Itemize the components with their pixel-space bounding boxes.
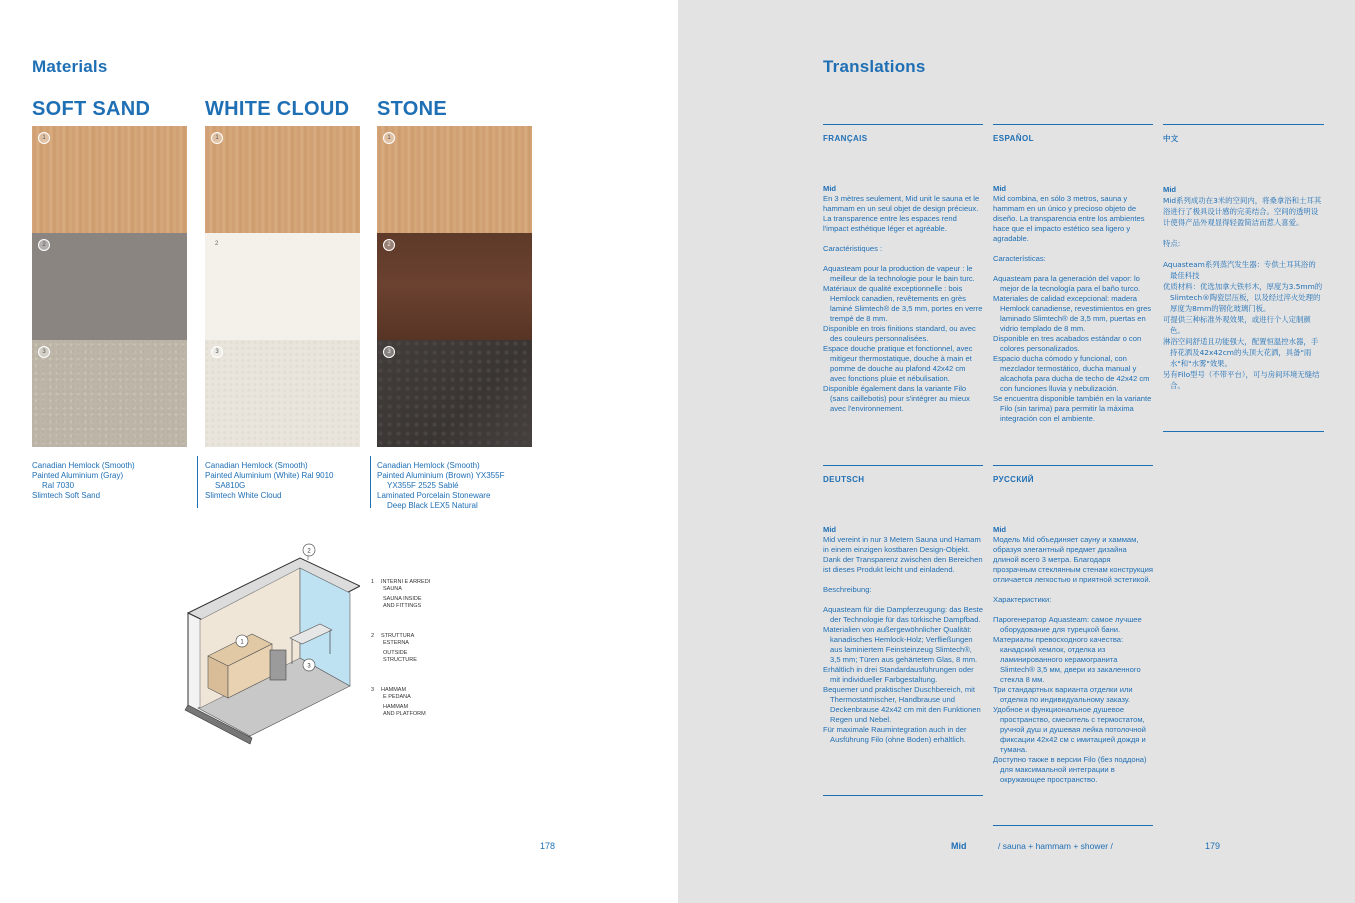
features-label: Características: <box>993 254 1046 263</box>
callout-number: 3 <box>307 663 311 670</box>
rule <box>1163 431 1324 432</box>
swatch-column-stone <box>377 126 532 447</box>
rule <box>993 124 1153 125</box>
lang-espanol: ESPAÑOL <box>993 134 1034 143</box>
legend-item-2 <box>371 633 417 664</box>
feature-item: Espace douche pratique et fonctionnel, avec mitigeur thermostatique, douche à main et pomme de douche au plafond 42x42 cm avec fonctions pluie et nébulisation. <box>823 344 973 383</box>
column-divider <box>197 456 198 508</box>
feature-item: 可提供三种标准外观效果，或进行个人定制颜色。 <box>1163 315 1311 335</box>
text-chinese <box>1163 184 1323 391</box>
caption-line: Ral 7030 <box>42 481 75 490</box>
caption-line: Canadian Hemlock (Smooth) <box>205 461 308 470</box>
product-heading: Mid <box>823 525 837 534</box>
feature-item: Aquasteam pour la production de vapeur : le meilleur de la technologie pour le bain turc. <box>823 264 975 283</box>
feature-item: Материалы превосходного качества: канадский хемлок, отделка из ламинированного керамогранита Slimtech® 3,5 мм, двери из закаленного стекла 8 мм. <box>993 635 1141 684</box>
feature-item: Disponible en tres acabados estándar o con colores personalizados. <box>993 334 1142 353</box>
feature-item: Espacio ducha cómodo y funcional, con mezclador termostático, ducha manual y alcachofa para ducha de techo de 42x42 cm con funciones lluvia y nebulización. <box>993 354 1150 393</box>
legend-item-3 <box>371 687 426 718</box>
caption-line: Laminated Porcelain Stoneware <box>377 491 491 500</box>
legend-it: SAUNA <box>383 586 402 592</box>
legend-it: INTERNI E ARREDI <box>381 579 431 585</box>
caption-line: Canadian Hemlock (Smooth) <box>32 461 135 470</box>
feature-item: Три стандартных варианта отделки или отделка по индивидуальному заказу. <box>993 685 1133 704</box>
page-number-left: 178 <box>540 841 556 851</box>
feature-item: Aquasteam für die Dampferzeugung: das Beste der Technologie für das türkische Dampfbad. <box>823 605 983 624</box>
feature-item: Bequemer und praktischer Duschbereich, mit Thermostatmischer, Handbrause und Deckenbrause 42x42 cm mit den Funktionen Regen und Nebel. <box>823 685 981 724</box>
material-title-stone: STONE <box>377 98 448 120</box>
caption-line: Painted Aluminium (Brown) YX355F <box>377 471 505 480</box>
intro-text: Mid combina, en sólo 3 metros, sauna y hammam en un único y precioso objeto de diseño. La transparencia entre los ambientes hace que el impacto estético sea ligero y agradable. <box>993 194 1145 243</box>
caption-stone <box>377 461 537 511</box>
caption-line: Slimtech White Cloud <box>205 491 282 500</box>
lang-chinese: 中文 <box>1163 134 1179 143</box>
intro-text: Mid系列成功在3米的空间内，将桑拿浴和土耳其浴进行了极具设计感的完美结合。空间的透明设计使得产品外观显得轻盈简洁而惹人喜爱。 <box>1163 196 1322 227</box>
sauna-cabin-diagram <box>180 538 360 748</box>
legend-en: SAUNA INSIDE <box>383 596 422 602</box>
right-page <box>678 0 1355 903</box>
rule <box>993 465 1153 466</box>
sauna-stove <box>270 650 286 680</box>
legend-en: AND FITTINGS <box>383 603 422 609</box>
features-label: Caractéristiques : <box>823 244 883 253</box>
swatch-number: 3 <box>211 346 223 358</box>
lang-deutsch: DEUTSCH <box>823 475 865 484</box>
product-heading: Mid <box>993 525 1007 534</box>
legend-number: 1 <box>371 579 375 585</box>
rule <box>823 124 983 125</box>
legend-it: E PEDANA <box>383 694 411 700</box>
feature-item: Disponible également dans la variante Filo (sans caillebotis) pour s'intégrer au mieux avec l'environnement. <box>823 384 970 413</box>
text-deutsch <box>823 525 983 745</box>
legend-en: STRUCTURE <box>383 657 417 663</box>
swatch-number: 1 <box>383 132 395 144</box>
swatch-brown-aluminium <box>377 233 532 340</box>
swatch-white-aluminium <box>205 233 360 340</box>
product-heading: Mid <box>1163 185 1177 194</box>
swatch-number: 3 <box>383 346 395 358</box>
swatch-wood <box>32 126 187 233</box>
feature-item: Доступно также в версии Filo (без поддона) для максимальной интеграции в окружающее пространство. <box>993 755 1147 784</box>
feature-item: Erhältlich in drei Standardausführungen oder mit individueller Farbgestaltung. <box>823 665 974 684</box>
material-title-white-cloud: WHITE CLOUD <box>205 98 350 120</box>
callout-number: 2 <box>307 548 311 555</box>
features-label: Beschreibung: <box>823 585 872 594</box>
callout-number: 1 <box>240 639 244 646</box>
swatch-white-cloud <box>205 340 360 447</box>
swatch-gray-aluminium <box>32 233 187 340</box>
legend-it: STRUTTURA <box>381 633 415 639</box>
swatch-column-white-cloud <box>205 126 360 447</box>
caption-line: SA810G <box>215 481 246 490</box>
feature-item: Materiales de calidad excepcional: madera Hemlock canadiense, revestimientos en gres laminado Slimtech® de 3,5 mm, puertas en vidrio templado de 8 mm. <box>993 294 1152 333</box>
caption-line: Canadian Hemlock (Smooth) <box>377 461 480 470</box>
legend-it: HAMMAM <box>381 687 407 693</box>
intro-text: Модель Mid объединяет сауну и хаммам, образуя элегантный предмет дизайна длиной всего 3 метра. Благодаря прозрачным стеклянным стенам конструкция отличается легкостью и приятной эстетикой. <box>993 535 1153 584</box>
legend-number: 3 <box>371 687 375 693</box>
caption-line: Painted Aluminium (White) Ral 9010 <box>205 471 334 480</box>
legend-item-1 <box>371 579 430 610</box>
feature-item: 淋浴空间舒适且功能强大，配置恒温控水器，手持花洒及42x42cm的头顶大花洒，具备"雨水"和"水雾"效果。 <box>1163 337 1319 368</box>
swatch-wood <box>377 126 532 233</box>
rule <box>823 465 983 466</box>
feature-item: Удобное и функциональное душевое пространство, смеситель с термостатом, ручной душ и душевая лейка потолочной фиксации 42x42 см с имитацией дождя и тумана. <box>993 705 1146 754</box>
swatch-number: 3 <box>38 346 50 358</box>
rule <box>1163 124 1324 125</box>
feature-item: Matériaux de qualité exceptionnelle : bois Hemlock canadien, revêtements en grès laminé Slimtech® de 3,5 mm, portes en verre trempé de 8 mm. <box>823 284 983 323</box>
footer-product: Mid <box>951 841 967 851</box>
caption-white-cloud <box>205 461 365 501</box>
caption-line: Slimtech Soft Sand <box>32 491 101 500</box>
rule <box>993 825 1153 826</box>
swatch-number: 2 <box>383 239 395 251</box>
lang-russian: РУССКИЙ <box>993 475 1034 484</box>
materials-title: Materials <box>32 57 108 76</box>
page-number-right: 179 <box>1205 841 1221 851</box>
caption-line: YX355F 2525 Sablé <box>387 481 459 490</box>
column-divider <box>370 456 371 508</box>
text-francais <box>823 184 983 414</box>
material-title-soft-sand: SOFT SAND <box>32 98 151 120</box>
text-espanol <box>993 184 1153 424</box>
features-label: 特点: <box>1163 239 1181 248</box>
text-russian <box>993 525 1153 785</box>
caption-soft-sand <box>32 461 192 501</box>
swatch-number: 1 <box>38 132 50 144</box>
product-heading: Mid <box>993 184 1007 193</box>
legend-en: AND PLATFORM <box>383 711 426 717</box>
feature-item: 另有Filo型号（不带平台），可与房间环境无缝结合。 <box>1163 370 1320 390</box>
caption-line: Deep Black LEX5 Natural <box>387 501 478 510</box>
legend-number: 2 <box>371 633 375 639</box>
feature-item: 优质材料：优选加拿大铁杉木，厚度为3.5mm的Slimtech®陶瓷层压板，以及经过淬火处理的厚度为8mm的钢化玻璃门板。 <box>1163 282 1323 313</box>
feature-item: Disponible en trois finitions standard, ou avec des couleurs personnalisées. <box>823 324 976 343</box>
feature-item: Für maximale Raumintegration auch in der Ausführung Filo (ohne Boden) erhältlich. <box>823 725 967 744</box>
footer-subtitle: / sauna + hammam + shower / <box>998 841 1113 851</box>
swatch-number: 2 <box>38 239 50 251</box>
feature-item: Aquasteam系列蒸汽发生器：专供土耳其浴的最佳科技 <box>1163 260 1316 280</box>
legend-en: HAMMAM <box>383 704 409 710</box>
swatch-column-soft-sand <box>32 126 187 447</box>
rule <box>823 795 983 796</box>
feature-item: Se encuentra disponible también en la variante Filo (sin tarima) para permitir la máxima integración con el ambiente. <box>993 394 1152 423</box>
intro-text: En 3 mètres seulement, Mid unit le sauna et le hammam en un seul objet de design précieux. La transparence entre les espaces rend l'impact esthétique léger et agréable. <box>823 194 980 233</box>
features-label: Характеристики: <box>993 595 1052 604</box>
legend-it: ESTERNA <box>383 640 409 646</box>
caption-line: Painted Aluminium (Gray) <box>32 471 124 480</box>
swatch-soft-sand <box>32 340 187 447</box>
legend-en: OUTSIDE <box>383 650 408 656</box>
swatch-wood <box>205 126 360 233</box>
swatch-number: 1 <box>211 132 223 144</box>
feature-item: Aquasteam para la generación del vapor: lo mejor de la tecnología para el baño turco. <box>993 274 1141 293</box>
intro-text: Mid vereint in nur 3 Metern Sauna und Hamam in einem einzigen kostbaren Design-Objekt. Dank der Transparenz zwischen den Bereichen ist dieses Produkt leicht und einladend. <box>823 535 983 574</box>
product-heading: Mid <box>823 184 837 193</box>
lang-francais: FRANÇAIS <box>823 134 868 143</box>
feature-item: Парогенератор Aquasteam: самое лучшее оборудование для турецкой бани. <box>993 615 1142 634</box>
swatch-deep-black-stone <box>377 340 532 447</box>
feature-item: Materialien von außergewöhnlicher Qualität: kanadisches Hemlock-Holz; Verfließungen aus laminiertem Feinsteinzeug Slimtech®, 3,5 mm; Türen aus gehärtetem Glas, 8 mm. <box>823 625 978 664</box>
swatch-number: 2 <box>215 241 219 247</box>
translations-title: Translations <box>823 57 926 76</box>
